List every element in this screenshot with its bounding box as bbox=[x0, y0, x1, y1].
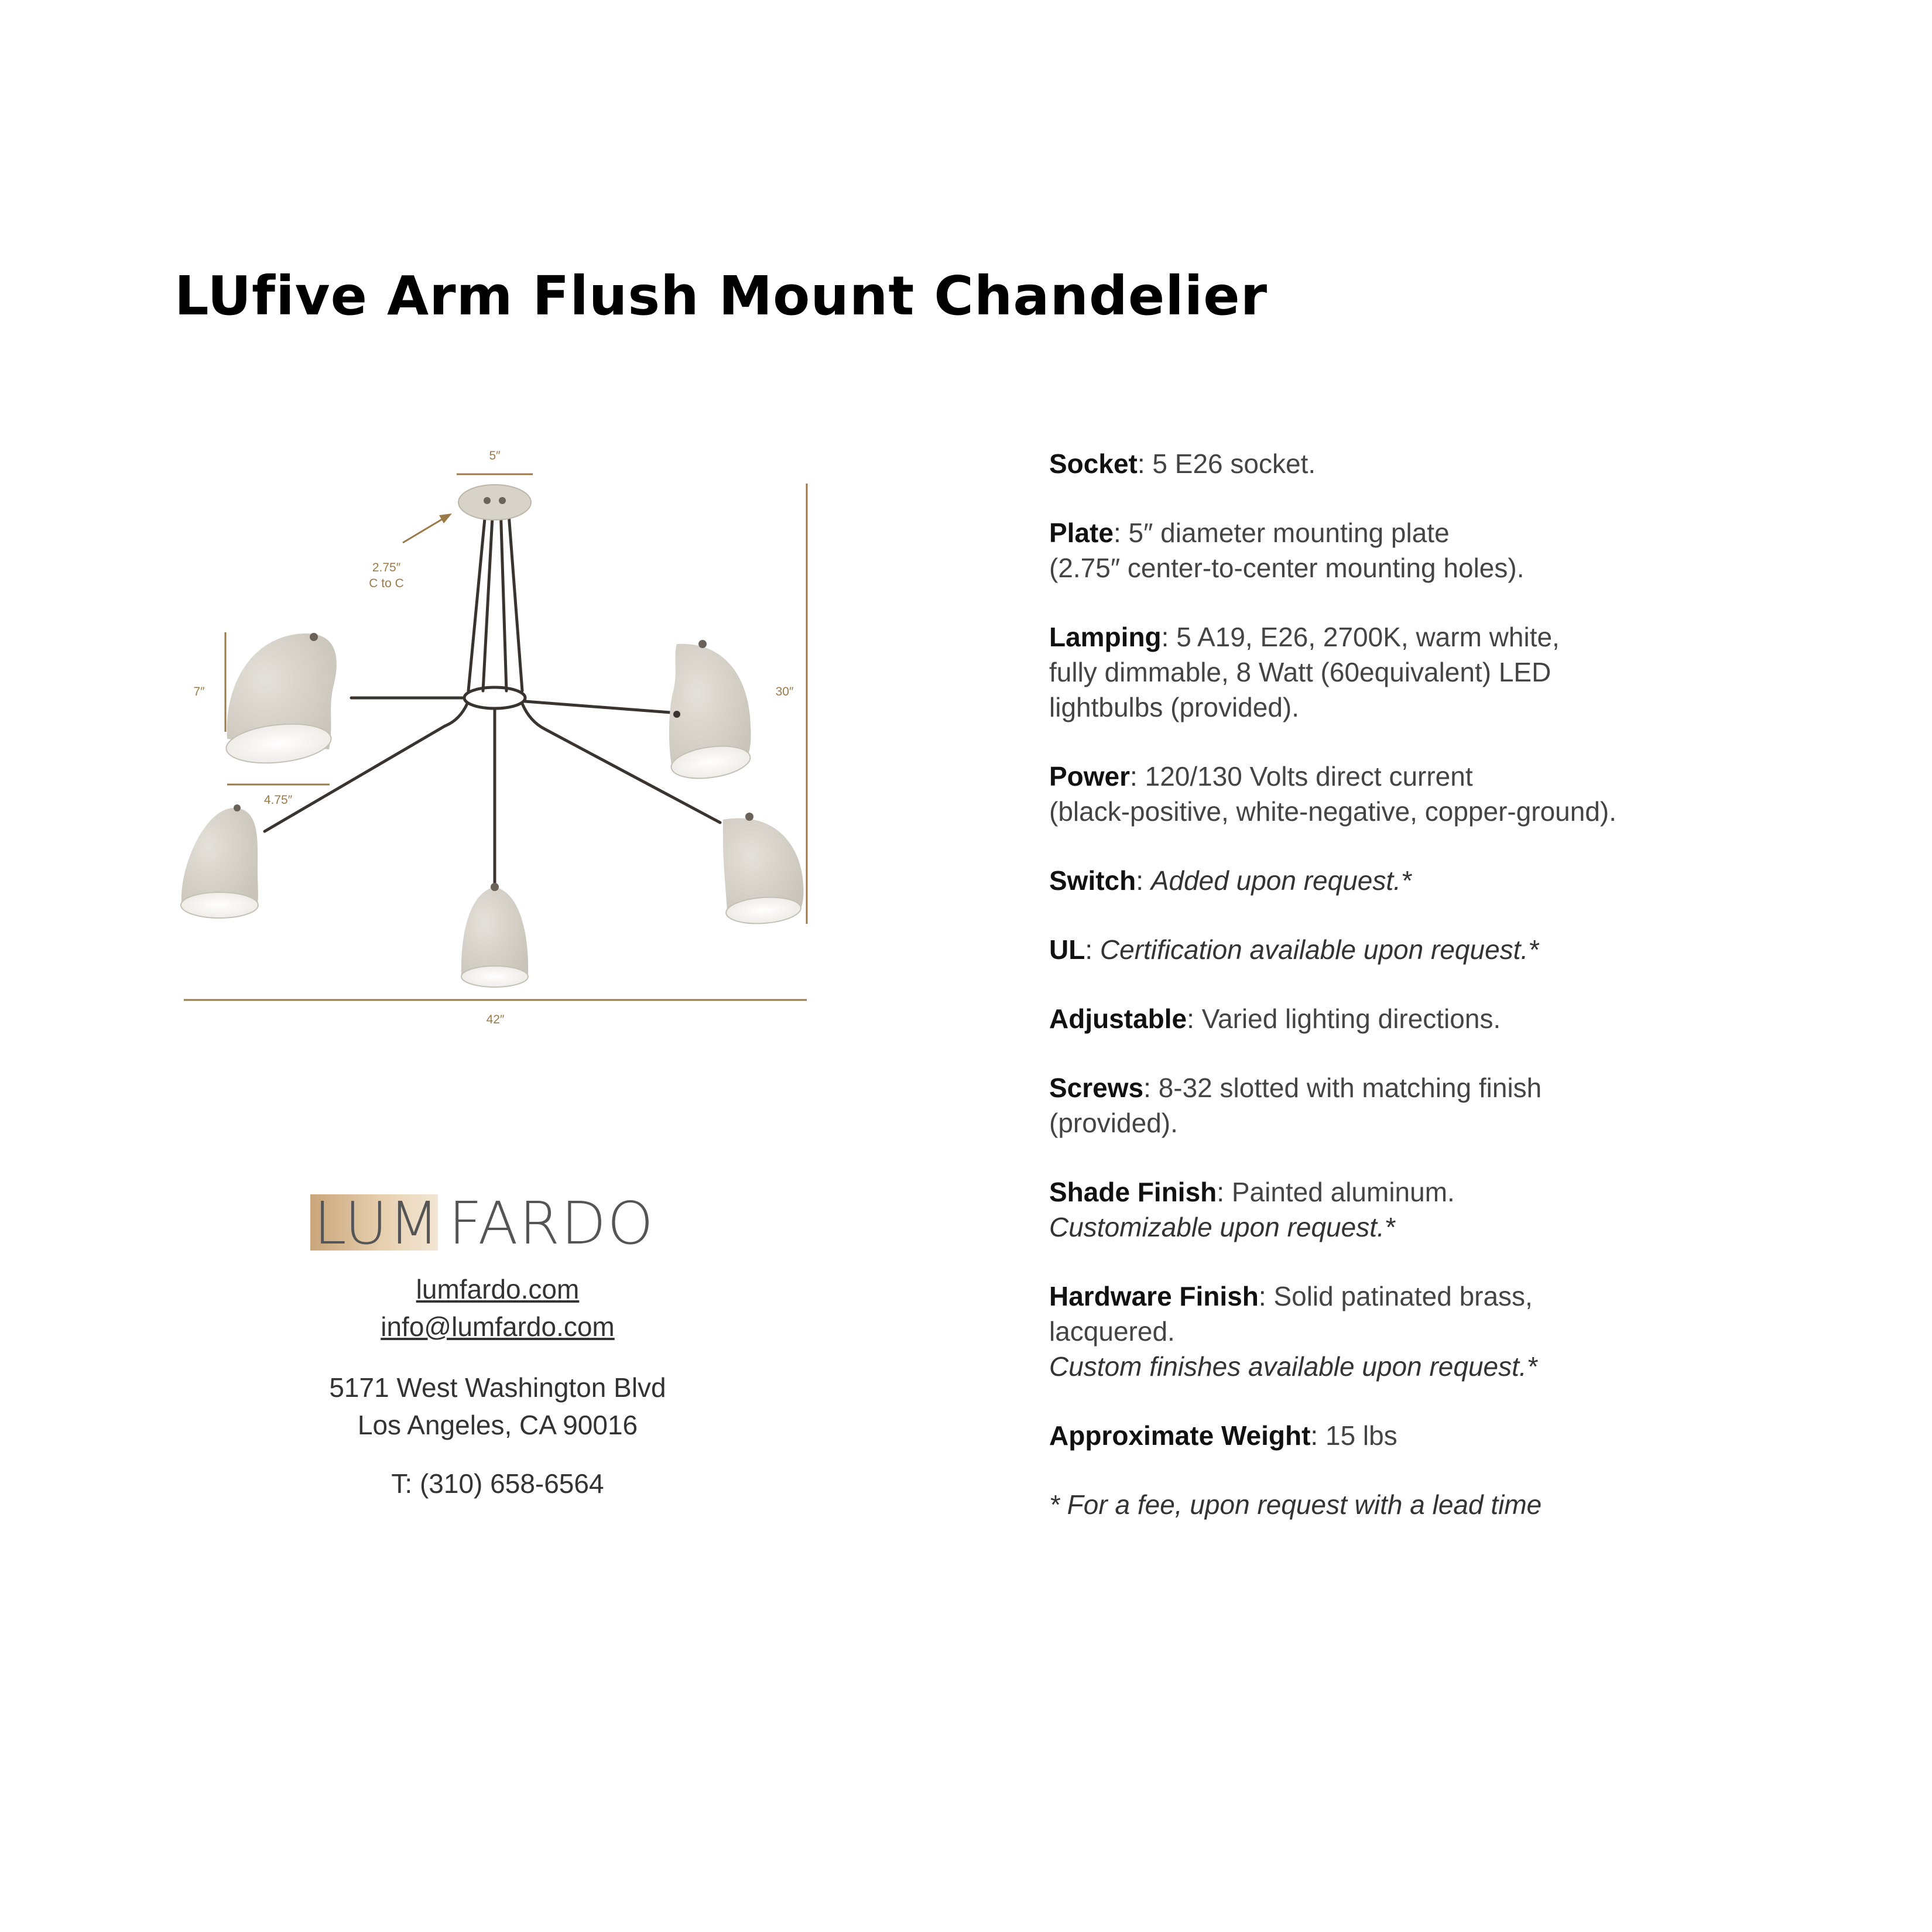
page-title: LUfive Arm Flush Mount Chandelier bbox=[174, 265, 1268, 327]
spec-value: Varied lighting directions. bbox=[1201, 1003, 1501, 1034]
spec-key: Hardware Finish bbox=[1049, 1281, 1259, 1311]
spec-key: Approximate Weight bbox=[1049, 1420, 1311, 1451]
ceiling-plate bbox=[458, 485, 531, 520]
email-link[interactable]: info@lumfardo.com bbox=[381, 1311, 615, 1342]
address-line-2: Los Angeles, CA 90016 bbox=[357, 1410, 638, 1440]
dim-hole-arrow-line bbox=[403, 518, 445, 543]
spec-item: Power: 120/130 Volts direct current (black-positive, white-negative, copper-ground). bbox=[1049, 759, 1693, 829]
spec-item: Shade Finish: Painted aluminum. Customizable upon request.* bbox=[1049, 1174, 1693, 1245]
chandelier-illustration bbox=[164, 433, 831, 1042]
spec-value: fully dimmable, 8 Watt (60equivalent) LED bbox=[1049, 657, 1551, 687]
dim-shade-height-label: 7″ bbox=[193, 685, 205, 698]
spec-value: (2.75″ center-to-center mounting holes). bbox=[1049, 553, 1525, 583]
spec-value: 8-32 slotted with matching finish bbox=[1158, 1073, 1542, 1103]
spec-value: lightbulbs (provided). bbox=[1049, 692, 1300, 722]
chandelier-drawing bbox=[164, 433, 831, 1042]
spec-value: 5″ diameter mounting plate bbox=[1128, 518, 1450, 548]
chandelier-arms bbox=[265, 506, 720, 889]
brand-logo bbox=[310, 1189, 720, 1258]
address-line-1: 5171 West Washington Blvd bbox=[329, 1372, 666, 1403]
footnote: * For a fee, upon request with a lead time bbox=[1049, 1489, 1542, 1520]
spec-item: Adjustable: Varied lighting directions. bbox=[1049, 1003, 1501, 1034]
spec-item: UL: Certification available upon request.* bbox=[1049, 934, 1539, 965]
spec-key: Screws bbox=[1049, 1073, 1144, 1103]
spec-item: Socket: 5 E26 socket. bbox=[1049, 448, 1316, 479]
brand-logo-part1: LUM bbox=[314, 1189, 441, 1258]
spec-key: Lamping bbox=[1049, 622, 1162, 652]
shade-center-bottom bbox=[461, 883, 528, 987]
arm-right-upper bbox=[525, 701, 678, 713]
dim-overall-height-label: 30″ bbox=[775, 685, 794, 698]
dim-hole-arrow-head bbox=[439, 513, 452, 523]
spec-item: Approximate Weight: 15 lbs bbox=[1049, 1420, 1397, 1451]
spec-value: 5 E26 socket. bbox=[1152, 448, 1316, 479]
shade-lower-right bbox=[723, 813, 804, 926]
spec-item: Plate: 5″ diameter mounting plate (2.75″ center-to-center mounting holes). bbox=[1049, 515, 1693, 585]
spec-item: Lamping: 5 A19, E26, 2700K, warm white, fully dimmable, 8 Watt (60equivalent) LED lightbulbs (provided). bbox=[1049, 619, 1693, 725]
spec-key: UL bbox=[1049, 934, 1085, 965]
spec-item: Hardware Finish: Solid patinated brass, lacquered. Custom finishes available upon request.* bbox=[1049, 1279, 1693, 1384]
shade-upper-right bbox=[669, 640, 752, 783]
phone-number: T: (310) 658-6564 bbox=[391, 1468, 604, 1499]
dim-shade-width-label: 4.75″ bbox=[263, 793, 293, 807]
spec-value: 5 A19, E26, 2700K, warm white, bbox=[1176, 622, 1560, 652]
spec-key: Plate bbox=[1049, 518, 1114, 548]
dim-overall-width-label: 42″ bbox=[486, 1013, 505, 1026]
spec-key: Power bbox=[1049, 761, 1131, 792]
spec-value: 15 lbs bbox=[1325, 1420, 1397, 1451]
spec-key: Socket bbox=[1049, 448, 1138, 479]
spec-value: lacquered. bbox=[1049, 1316, 1175, 1347]
spec-key: Shade Finish bbox=[1049, 1177, 1217, 1207]
arm-hub-ring bbox=[464, 687, 525, 708]
spec-item: Switch: Added upon request.* bbox=[1049, 865, 1412, 896]
spec-value: Solid patinated brass, bbox=[1273, 1281, 1533, 1311]
spec-list bbox=[1049, 446, 1693, 1522]
website-link[interactable]: lumfardo.com bbox=[416, 1274, 580, 1304]
spec-item: Screws: 8-32 slotted with matching finish (provided). bbox=[1049, 1070, 1693, 1140]
spec-value: (provided). bbox=[1049, 1108, 1178, 1138]
spec-value: (black-positive, white-negative, copper-ground). bbox=[1049, 796, 1617, 827]
spec-note: Added upon request.* bbox=[1150, 865, 1412, 896]
dim-plate-width-label: 5″ bbox=[489, 449, 501, 463]
spec-value: Painted aluminum. bbox=[1231, 1177, 1455, 1207]
contact-block bbox=[252, 1270, 744, 1502]
spec-note: Custom finishes available upon request.* bbox=[1049, 1351, 1537, 1382]
spec-key: Adjustable bbox=[1049, 1003, 1187, 1034]
spec-key: Switch bbox=[1049, 865, 1136, 896]
spec-value: 120/130 Volts direct current bbox=[1145, 761, 1473, 792]
dim-hole-spacing-label: 2.75″ bbox=[372, 561, 401, 574]
brand-logo-part2: FARDO bbox=[448, 1189, 655, 1258]
shade-lower-left bbox=[181, 804, 258, 918]
dim-hole-spacing-note: C to C bbox=[369, 577, 404, 590]
spec-note: Certification available upon request.* bbox=[1099, 934, 1539, 965]
shade-upper-left bbox=[224, 633, 337, 768]
spec-note: Customizable upon request.* bbox=[1049, 1212, 1395, 1242]
